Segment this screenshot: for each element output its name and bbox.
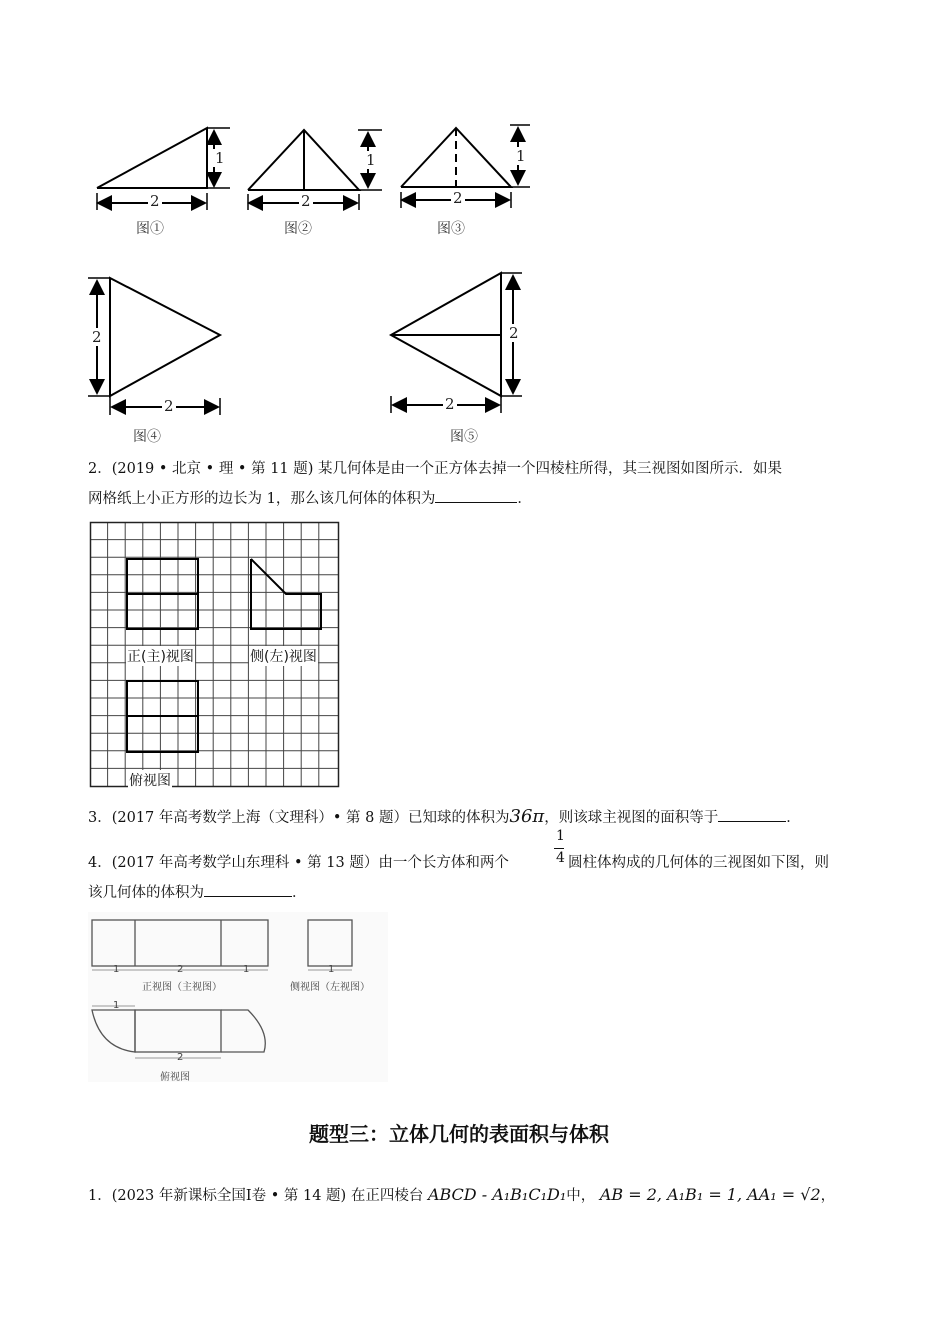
fig2-base-label: 2 (301, 192, 311, 210)
fig5-side-label: 2 (509, 324, 519, 342)
q2-side-view-label: 侧(左)视图 (249, 646, 318, 666)
fig1-caption: 图① (136, 221, 164, 237)
fig4-caption: 图④ (133, 429, 161, 445)
q4-fraction-num: 1 (556, 828, 565, 844)
q4-dim-1a: 1 (113, 964, 120, 975)
q4-line2-text: 该几何体的体积为 (88, 885, 204, 901)
q4-side-dim: 1 (328, 964, 335, 975)
q4-top-dim-2: 2 (177, 1052, 184, 1063)
q2-front-view-label: 正(主)视图 (126, 646, 195, 666)
q4-side-label: 侧视图（左视图） (290, 982, 370, 993)
fig2-height-label: 1 (366, 151, 376, 169)
fig3-caption: 图③ (437, 221, 465, 237)
fig3-height-label: 1 (516, 147, 526, 165)
q3-end: ． (786, 810, 801, 826)
q3-text-2: ，则该球主视图的面积等于 (544, 810, 719, 826)
q2-line1: 2．(2019 • 北京 • 理 • 第 11 题) 某几何体是由一个正方体去掉一个四棱柱所得，其三视图如图所示．如果 (88, 461, 783, 477)
q4-answer-blank[interactable] (204, 882, 292, 897)
q4-top-dim-1: 1 (113, 1000, 120, 1011)
q3-answer-blank[interactable] (718, 807, 786, 822)
fig2-caption: 图② (284, 221, 312, 237)
fig3-base-label: 2 (453, 189, 463, 207)
section-title: 题型三：立体几何的表面积与体积 (309, 1122, 609, 1146)
q4-line1: 4．(2017 年高考数学山东理科 • 第 13 题）由一个长方体和两个 (88, 855, 509, 871)
q2-line2 (88, 488, 532, 510)
q4-line2-end: ． (292, 885, 307, 901)
q4-fraction-bar (554, 848, 564, 849)
q4-dim-1b: 1 (243, 964, 250, 975)
q4-fraction-den: 4 (556, 850, 565, 866)
q5-end: ， (820, 1188, 836, 1204)
q4-line1-rest: 圆柱体构成的几何体的三视图如下图，则 (568, 855, 829, 871)
fig5-base-label: 2 (445, 395, 455, 413)
fig4-base-label: 2 (164, 397, 174, 415)
q4-line2 (88, 882, 307, 904)
q5-middle: 中， (566, 1188, 596, 1204)
q3-text: 3．(2017 年高考数学上海（文理科）• 第 8 题）已知球的体积为 (88, 810, 510, 826)
q4-front-label: 正视图（主视图） (142, 982, 222, 993)
q5-line (88, 1184, 835, 1207)
q4-three-view-figure (88, 912, 388, 1082)
q4-top-label: 俯视图 (160, 1072, 190, 1083)
q5-conditions: AB = 2, A₁B₁ = 1, AA₁ = √2 (599, 1185, 821, 1204)
q3-line (88, 806, 801, 829)
q3-math: 36π (509, 806, 545, 827)
fig5-caption: 图⑤ (450, 429, 478, 445)
q2-line2-text: 网格纸上小正方形的边长为 1，那么该几何体的体积为 (88, 491, 436, 507)
q2-top-view-label: 俯视图 (128, 770, 172, 790)
q2-line2-end: ． (517, 491, 532, 507)
q5-text: 1．(2023 年新课标全国Ⅰ卷 • 第 14 题) 在正四棱台 (88, 1188, 424, 1204)
q4-dim-2a: 2 (177, 964, 184, 975)
fig1-base-label: 2 (150, 192, 160, 210)
fig1-height-label: 1 (215, 149, 225, 167)
q2-answer-blank[interactable] (435, 488, 517, 503)
q5-solid: ABCD - A₁B₁C₁D₁ (427, 1185, 567, 1204)
fig4-side-label: 2 (92, 328, 102, 346)
